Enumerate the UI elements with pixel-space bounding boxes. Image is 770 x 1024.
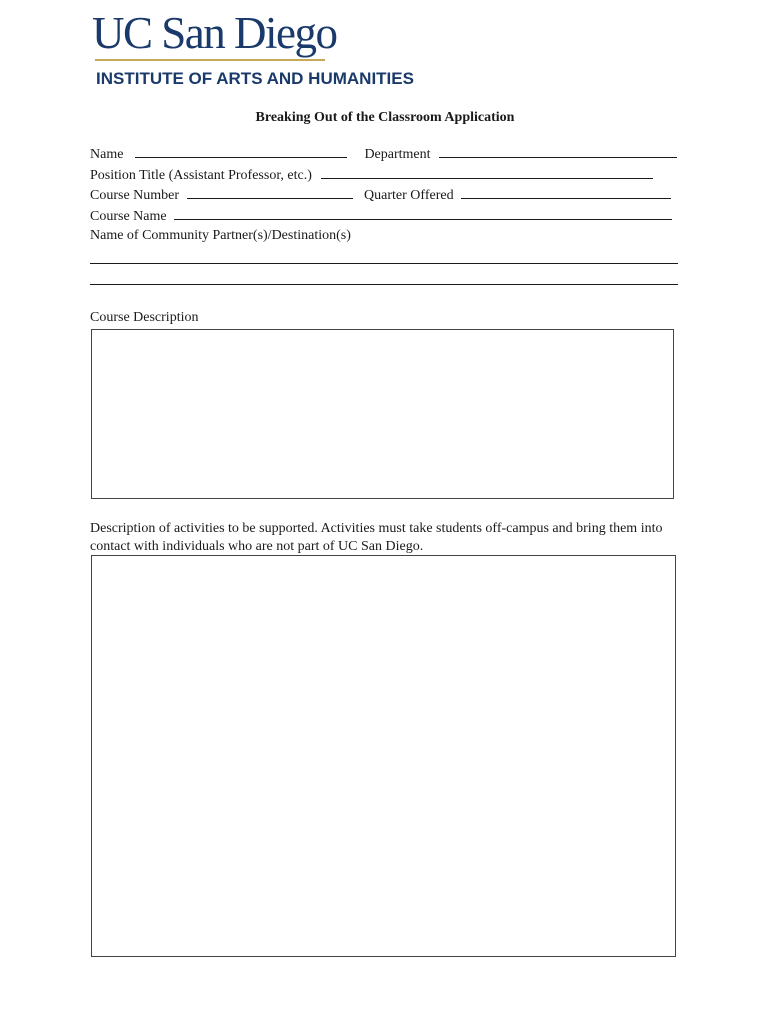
course-description-label: Course Description [90,310,199,325]
community-partner-label: Name of Community Partner(s)/Destination(s) [90,228,351,243]
department-label: Department [364,147,431,162]
course-name-label: Course Name [90,209,167,224]
course-description-box[interactable] [91,329,674,499]
position-title-row [90,165,653,185]
form-title-text: Breaking Out of the Classroom Application [255,110,515,125]
course-number-quarter-row [90,185,671,205]
community-partner-line-2[interactable] [90,284,678,285]
name-field[interactable] [135,144,347,158]
course-number-field[interactable] [187,185,353,199]
course-name-row [90,206,672,226]
form-title [0,109,770,127]
quarter-offered-label: Quarter Offered [364,188,454,203]
logo-gold-rule [95,59,325,61]
quarter-offered-field[interactable] [461,185,671,199]
uc-san-diego-logo: UC San Diego [92,8,337,58]
institute-name: INSTITUTE OF ARTS AND HUMANITIES [96,69,414,88]
course-name-field[interactable] [174,206,672,220]
position-title-field[interactable] [321,165,653,179]
community-partner-row [90,227,351,245]
course-number-label: Course Number [90,188,180,203]
name-department-row [90,144,677,164]
position-title-label: Position Title (Assistant Professor, etc.) [90,168,312,183]
name-label: Name [90,147,124,162]
department-field[interactable] [439,144,677,158]
activities-description-label: Description of activities to be supported. Activities must take students off-campus and bring them into contact with individuals who are not part of UC San Diego. [90,521,663,554]
activities-description-box[interactable] [91,555,676,957]
community-partner-line-1[interactable] [90,263,678,264]
